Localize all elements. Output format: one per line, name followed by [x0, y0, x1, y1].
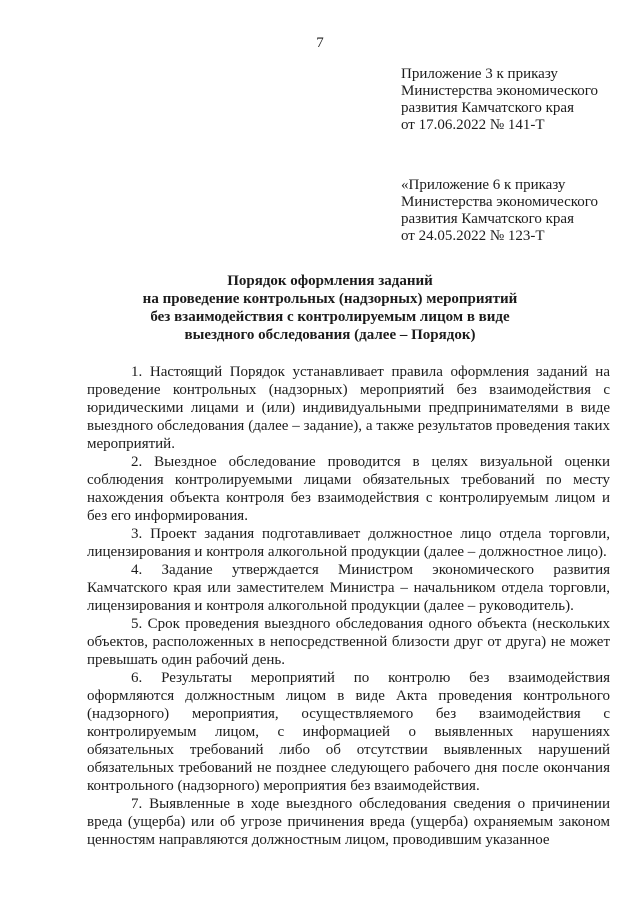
paragraph: 2. Выездное обследование проводится в целях визуальной оценки соблюдения контролируемыми лицами обязательных требований по месту нахождения объекта контроля без взаимодействия с контролируемым лицом и без его информирования. — [87, 454, 610, 524]
appendix-line: от 17.06.2022 № 141-Т — [401, 117, 545, 133]
paragraph: 5. Срок проведения выездного обследования одного объекта (нескольких объектов, расположенных в непосредственной близости друг от друга) не может превышать один рабочий день. — [87, 616, 610, 668]
title-line: выездного обследования (далее – Порядок) — [184, 327, 476, 343]
paragraph: 6. Результаты мероприятий по контролю без взаимодействия оформляются должностным лицом в виде Акта проведения контрольного (надзорного) мероприятия, осуществляемого без взаимодействия с контролируемым лицом, с информацией о выявленных нарушениях обязательных требований либо об отсутствии выявленных нарушений обязательных требований не позднее следующего рабочего дня после окончания контрольного (надзорного) мероприятия без взаимодействия. — [87, 670, 610, 794]
document-body — [87, 363, 610, 849]
appendix-line: «Приложение 6 к приказу — [401, 177, 566, 193]
paragraph: 7. Выявленные в ходе выездного обследования сведения о причинении вреда (ущерба) или об угрозе причинения вреда (ущерба) охраняемым законом ценностям направляются должностным лицом, проводившим указанное — [87, 796, 610, 848]
title-line: на проведение контрольных (надзорных) мероприятий — [142, 291, 518, 307]
appendix-block-previous — [401, 177, 626, 245]
appendix-line: от 24.05.2022 № 123-Т — [401, 228, 545, 244]
title-line: Порядок оформления заданий — [227, 273, 433, 289]
appendix-line: развития Камчатского края — [401, 100, 574, 116]
page-number: 7 — [316, 35, 324, 51]
document-title — [80, 272, 580, 344]
paragraph: 4. Задание утверждается Министром экономического развития Камчатского края или заместителем Министра – начальником отдела торговли, лицензирования и контроля алкогольной продукции (далее – руководитель). — [87, 562, 610, 614]
title-line: без взаимодействия с контролируемым лицом в виде — [150, 309, 510, 325]
appendix-line: развития Камчатского края — [401, 211, 574, 227]
appendix-line: Приложение 3 к приказу — [401, 66, 558, 82]
appendix-line: Министерства экономического — [401, 83, 599, 99]
paragraph: 3. Проект задания подготавливает должностное лицо отдела торговли, лицензирования и контроля алкогольной продукции (далее – должностное лицо). — [87, 526, 610, 560]
appendix-line: Министерства экономического — [401, 194, 599, 210]
appendix-block-current — [401, 66, 626, 134]
paragraph: 1. Настоящий Порядок устанавливает правила оформления заданий на проведение контрольных (надзорных) мероприятий без взаимодействия с юридическими лицами и (или) индивидуальными предпринимателями в виде выездного обследования (далее – задание), а также результатов проведения таких мероприятий. — [87, 364, 610, 452]
